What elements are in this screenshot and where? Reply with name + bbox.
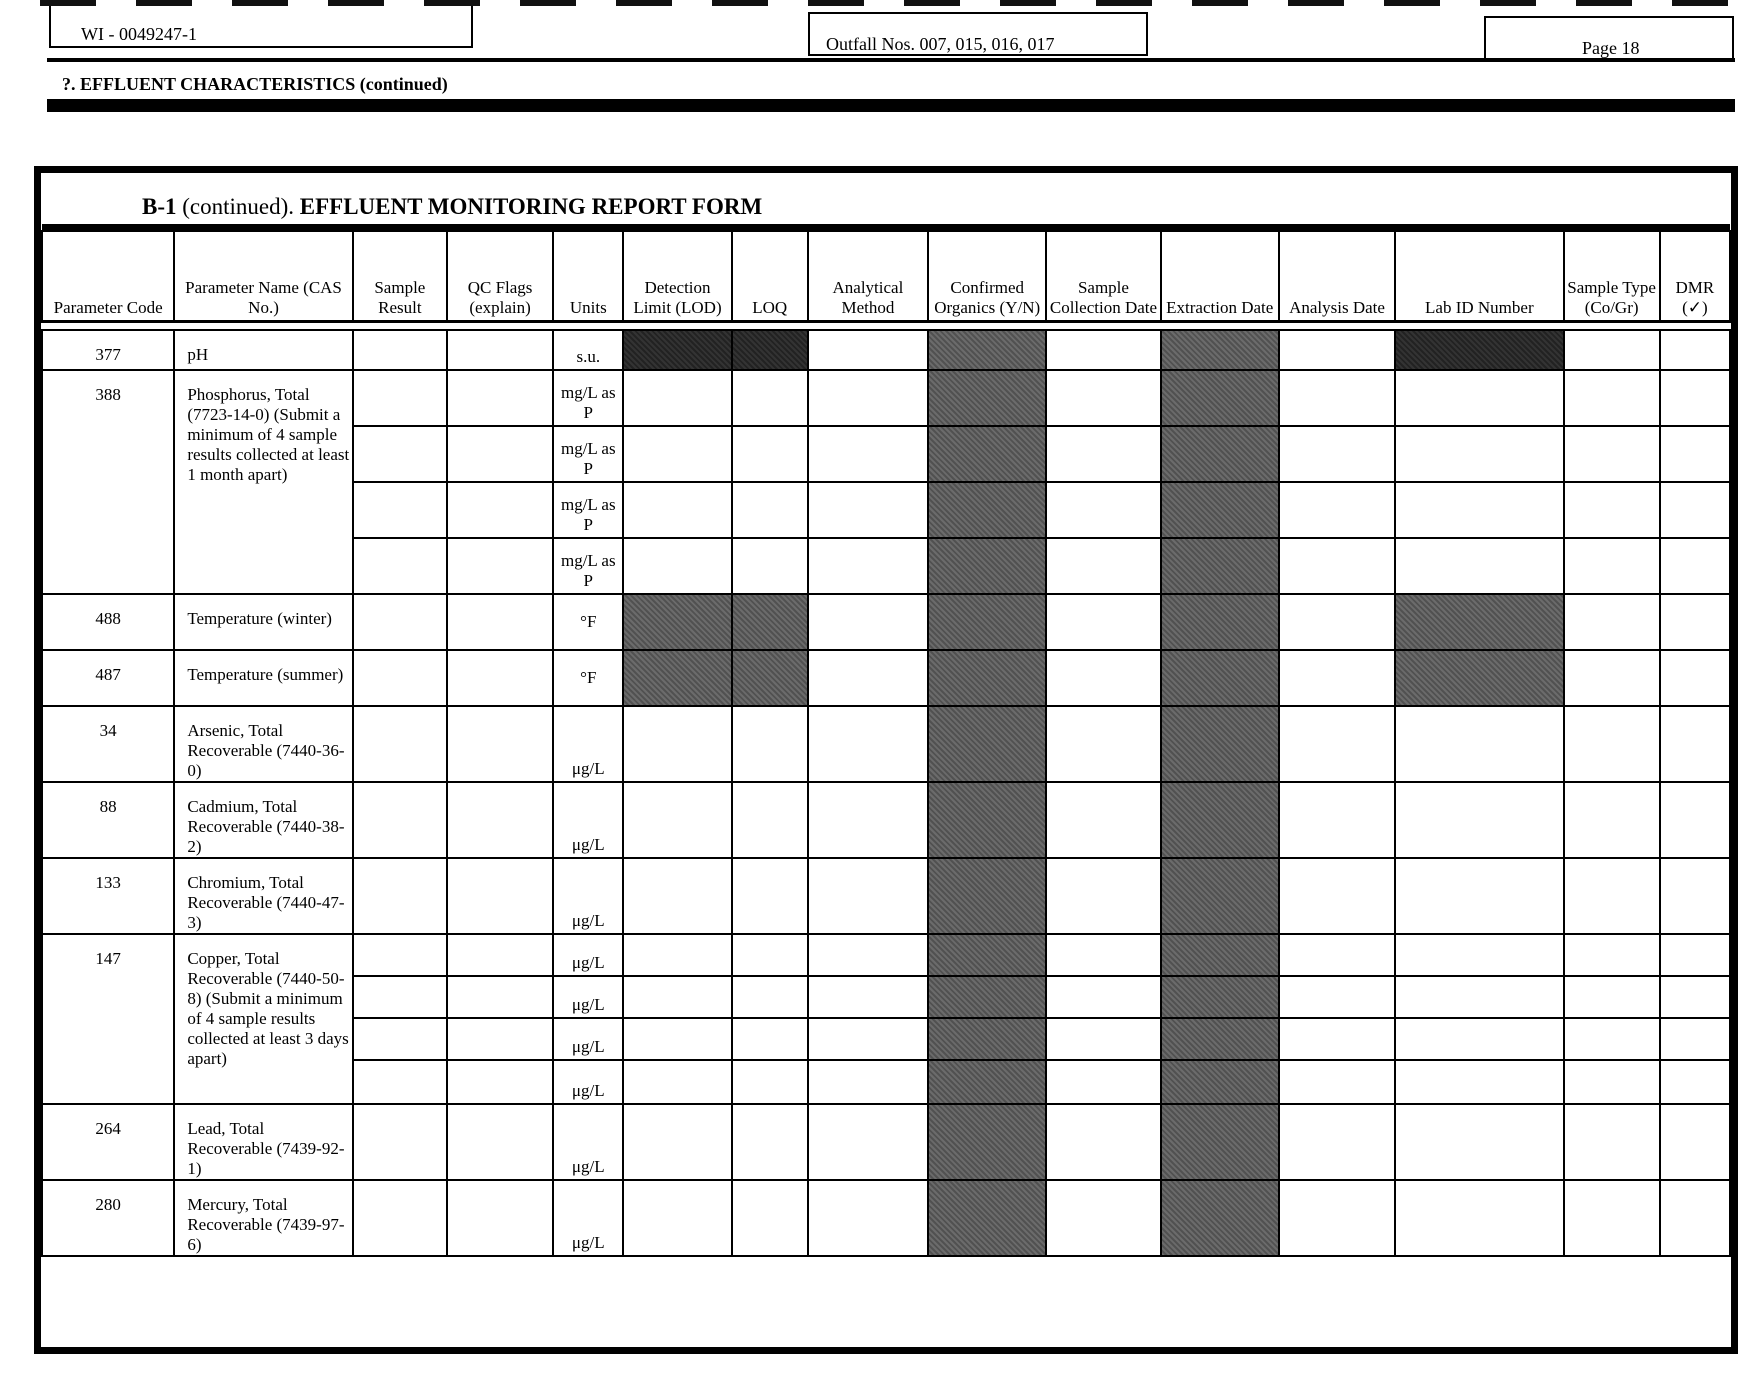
units-cell: s.u. [553, 330, 623, 370]
entry-cell-3[interactable] [447, 370, 553, 426]
entry-cell-9[interactable] [1046, 858, 1160, 934]
shaded-cell [1161, 330, 1279, 370]
entry-cell-7[interactable] [808, 370, 928, 426]
shaded-cell [928, 706, 1046, 782]
shaded-cell [928, 934, 1046, 976]
entry-cell-3[interactable] [447, 482, 553, 538]
entry-cell-9[interactable] [1046, 330, 1160, 370]
entry-cell-12[interactable] [1395, 538, 1563, 594]
entry-cell-11[interactable] [1279, 1104, 1395, 1180]
shaded-cell [928, 538, 1046, 594]
shaded-cell [928, 1104, 1046, 1180]
entry-cell-13[interactable] [1564, 706, 1660, 782]
entry-cell-12[interactable] [1395, 426, 1563, 482]
entry-cell-5[interactable] [623, 706, 731, 782]
entry-cell-2[interactable] [353, 650, 447, 706]
entry-cell-7[interactable] [808, 1180, 928, 1256]
shaded-cell [928, 594, 1046, 650]
shaded-cell [623, 594, 731, 650]
entry-cell-13[interactable] [1564, 330, 1660, 370]
entry-cell-5[interactable] [623, 538, 731, 594]
entry-cell-2[interactable] [353, 1180, 447, 1256]
entry-cell-7[interactable] [808, 426, 928, 482]
col-header-9: Sample Collection Date [1046, 231, 1160, 321]
parameter-code: 280 [42, 1180, 174, 1256]
entry-cell-14[interactable] [1660, 1060, 1730, 1104]
entry-cell-14[interactable] [1660, 1104, 1730, 1180]
entry-cell-7[interactable] [808, 482, 928, 538]
entry-cell-14[interactable] [1660, 370, 1730, 426]
parameter-name: Mercury, Total Recoverable (7439-97-6) [174, 1180, 352, 1256]
table-row [42, 650, 1730, 706]
units-cell: °F [553, 650, 623, 706]
table-row-sub [42, 370, 1730, 426]
entry-cell-14[interactable] [1660, 330, 1730, 370]
units-cell: mg/L as P [553, 426, 623, 482]
entry-cell-12[interactable] [1395, 934, 1563, 976]
shaded-cell [1161, 594, 1279, 650]
effluent-monitoring-table [41, 230, 1731, 1257]
parameter-code: 377 [42, 330, 174, 370]
entry-cell-6[interactable] [732, 538, 808, 594]
shaded-cell [928, 330, 1046, 370]
entry-cell-2[interactable] [353, 858, 447, 934]
parameter-name: Arsenic, Total Recoverable (7440-36-0) [174, 706, 352, 782]
entry-cell-7[interactable] [808, 1104, 928, 1180]
shaded-cell [1395, 330, 1563, 370]
shaded-cell [1161, 1104, 1279, 1180]
entry-cell-13[interactable] [1564, 1060, 1660, 1104]
entry-cell-5[interactable] [623, 482, 731, 538]
parameter-name: Cadmium, Total Recoverable (7440-38-2) [174, 782, 352, 858]
parameter-name: pH [174, 330, 352, 370]
entry-cell-9[interactable] [1046, 538, 1160, 594]
entry-cell-9[interactable] [1046, 370, 1160, 426]
entry-cell-6[interactable] [732, 370, 808, 426]
entry-cell-11[interactable] [1279, 330, 1395, 370]
entry-cell-13[interactable] [1564, 650, 1660, 706]
header-rule [47, 58, 1735, 62]
entry-cell-7[interactable] [808, 706, 928, 782]
col-header-11: Analysis Date [1279, 231, 1395, 321]
shaded-cell [1395, 650, 1563, 706]
entry-cell-3[interactable] [447, 976, 553, 1018]
permit-number-box [49, 6, 473, 48]
col-header-4: Units [553, 231, 623, 321]
parameter-code: 34 [42, 706, 174, 782]
entry-cell-12[interactable] [1395, 706, 1563, 782]
table-row-sub [42, 934, 1730, 976]
parameter-name: Phosphorus, Total (7723-14-0) (Submit a minimum of 4 sample results collected at least 1 month apart) [174, 370, 352, 594]
entry-cell-2[interactable] [353, 330, 447, 370]
shaded-cell [1161, 650, 1279, 706]
entry-cell-5[interactable] [623, 934, 731, 976]
shaded-cell [1395, 594, 1563, 650]
shaded-cell [928, 426, 1046, 482]
entry-cell-11[interactable] [1279, 976, 1395, 1018]
entry-cell-14[interactable] [1660, 1018, 1730, 1060]
entry-cell-6[interactable] [732, 706, 808, 782]
shaded-cell [928, 650, 1046, 706]
entry-cell-6[interactable] [732, 426, 808, 482]
shaded-cell [1161, 858, 1279, 934]
shaded-cell [623, 330, 731, 370]
entry-cell-5[interactable] [623, 1180, 731, 1256]
units-cell: μg/L [553, 976, 623, 1018]
shaded-cell [928, 858, 1046, 934]
entry-cell-14[interactable] [1660, 594, 1730, 650]
entry-cell-5[interactable] [623, 1018, 731, 1060]
entry-cell-3[interactable] [447, 426, 553, 482]
entry-cell-7[interactable] [808, 858, 928, 934]
parameter-name: Lead, Total Recoverable (7439-92-1) [174, 1104, 352, 1180]
entry-cell-3[interactable] [447, 934, 553, 976]
parameter-code: 488 [42, 594, 174, 650]
entry-cell-14[interactable] [1660, 706, 1730, 782]
entry-cell-6[interactable] [732, 858, 808, 934]
col-header-12: Lab ID Number [1395, 231, 1563, 321]
col-header-13: Sample Type (Co/Gr) [1564, 231, 1660, 321]
entry-cell-12[interactable] [1395, 1104, 1563, 1180]
entry-cell-9[interactable] [1046, 482, 1160, 538]
parameter-name: Chromium, Total Recoverable (7440-47-3) [174, 858, 352, 934]
units-cell: μg/L [553, 1018, 623, 1060]
entry-cell-2[interactable] [353, 370, 447, 426]
form-title-mid: (continued). [176, 194, 300, 219]
shaded-cell [928, 370, 1046, 426]
entry-cell-7[interactable] [808, 1018, 928, 1060]
col-header-0: Parameter Code [42, 231, 174, 321]
entry-cell-14[interactable] [1660, 1180, 1730, 1256]
shaded-cell [1161, 482, 1279, 538]
entry-cell-9[interactable] [1046, 782, 1160, 858]
entry-cell-9[interactable] [1046, 934, 1160, 976]
parameter-name: Temperature (winter) [174, 594, 352, 650]
entry-cell-2[interactable] [353, 706, 447, 782]
entry-cell-13[interactable] [1564, 594, 1660, 650]
entry-cell-13[interactable] [1564, 1180, 1660, 1256]
entry-cell-14[interactable] [1660, 650, 1730, 706]
shaded-cell [1161, 976, 1279, 1018]
entry-cell-12[interactable] [1395, 858, 1563, 934]
entry-cell-7[interactable] [808, 650, 928, 706]
entry-cell-9[interactable] [1046, 1018, 1160, 1060]
entry-cell-11[interactable] [1279, 594, 1395, 650]
units-cell: mg/L as P [553, 370, 623, 426]
entry-cell-5[interactable] [623, 1060, 731, 1104]
parameter-name: Copper, Total Recoverable (7440-50-8) (Submit a minimum of 4 sample results collected at least 3 days apart) [174, 934, 352, 1104]
table-row [42, 782, 1730, 858]
parameter-code: 487 [42, 650, 174, 706]
entry-cell-13[interactable] [1564, 934, 1660, 976]
entry-cell-2[interactable] [353, 426, 447, 482]
shaded-cell [928, 976, 1046, 1018]
entry-cell-6[interactable] [732, 782, 808, 858]
parameter-code: 264 [42, 1104, 174, 1180]
shaded-cell [1161, 426, 1279, 482]
entry-cell-11[interactable] [1279, 706, 1395, 782]
entry-cell-11[interactable] [1279, 782, 1395, 858]
entry-cell-2[interactable] [353, 782, 447, 858]
entry-cell-5[interactable] [623, 976, 731, 1018]
entry-cell-3[interactable] [447, 1104, 553, 1180]
entry-cell-13[interactable] [1564, 370, 1660, 426]
header-gap-row [42, 321, 1730, 330]
entry-cell-7[interactable] [808, 1060, 928, 1104]
entry-cell-11[interactable] [1279, 934, 1395, 976]
shaded-cell [732, 330, 808, 370]
form-title [142, 194, 762, 220]
entry-cell-5[interactable] [623, 426, 731, 482]
table-row [42, 594, 1730, 650]
shaded-cell [1161, 1180, 1279, 1256]
shaded-cell [1161, 1060, 1279, 1104]
entry-cell-9[interactable] [1046, 706, 1160, 782]
col-header-2: Sample Result [353, 231, 447, 321]
entry-cell-11[interactable] [1279, 426, 1395, 482]
entry-cell-11[interactable] [1279, 482, 1395, 538]
entry-cell-9[interactable] [1046, 1180, 1160, 1256]
shaded-cell [732, 650, 808, 706]
entry-cell-13[interactable] [1564, 1104, 1660, 1180]
entry-cell-9[interactable] [1046, 976, 1160, 1018]
units-cell: mg/L as P [553, 482, 623, 538]
entry-cell-3[interactable] [447, 858, 553, 934]
col-header-1: Parameter Name (CAS No.) [174, 231, 352, 321]
entry-cell-5[interactable] [623, 782, 731, 858]
entry-cell-14[interactable] [1660, 782, 1730, 858]
entry-cell-3[interactable] [447, 538, 553, 594]
entry-cell-14[interactable] [1660, 426, 1730, 482]
form-title-prefix: B-1 [142, 194, 177, 219]
entry-cell-7[interactable] [808, 538, 928, 594]
entry-cell-13[interactable] [1564, 538, 1660, 594]
entry-cell-11[interactable] [1279, 1180, 1395, 1256]
shaded-cell [1161, 1018, 1279, 1060]
entry-cell-3[interactable] [447, 782, 553, 858]
entry-cell-3[interactable] [447, 650, 553, 706]
units-cell: μg/L [553, 782, 623, 858]
entry-cell-6[interactable] [732, 976, 808, 1018]
col-header-6: LOQ [732, 231, 808, 321]
entry-cell-11[interactable] [1279, 1018, 1395, 1060]
entry-cell-13[interactable] [1564, 426, 1660, 482]
entry-cell-3[interactable] [447, 330, 553, 370]
shaded-cell [1161, 538, 1279, 594]
entry-cell-5[interactable] [623, 370, 731, 426]
section-rule [47, 99, 1735, 112]
outfall-box [808, 12, 1148, 56]
entry-cell-2[interactable] [353, 976, 447, 1018]
shaded-cell [928, 482, 1046, 538]
entry-cell-14[interactable] [1660, 934, 1730, 976]
entry-cell-11[interactable] [1279, 1060, 1395, 1104]
entry-cell-7[interactable] [808, 782, 928, 858]
entry-cell-2[interactable] [353, 1060, 447, 1104]
entry-cell-12[interactable] [1395, 1180, 1563, 1256]
entry-cell-6[interactable] [732, 1180, 808, 1256]
entry-cell-9[interactable] [1046, 426, 1160, 482]
shaded-cell [1161, 370, 1279, 426]
entry-cell-7[interactable] [808, 594, 928, 650]
units-cell: μg/L [553, 1060, 623, 1104]
units-cell: mg/L as P [553, 538, 623, 594]
entry-cell-6[interactable] [732, 1018, 808, 1060]
entry-cell-3[interactable] [447, 1060, 553, 1104]
entry-cell-6[interactable] [732, 482, 808, 538]
entry-cell-12[interactable] [1395, 482, 1563, 538]
shaded-cell [1161, 782, 1279, 858]
entry-cell-2[interactable] [353, 1018, 447, 1060]
entry-cell-7[interactable] [808, 976, 928, 1018]
col-header-7: Analytical Method [808, 231, 928, 321]
entry-cell-2[interactable] [353, 482, 447, 538]
entry-cell-6[interactable] [732, 934, 808, 976]
entry-cell-12[interactable] [1395, 370, 1563, 426]
units-cell: μg/L [553, 706, 623, 782]
entry-cell-11[interactable] [1279, 650, 1395, 706]
shaded-cell [732, 594, 808, 650]
parameter-code: 147 [42, 934, 174, 1104]
shaded-cell [928, 1060, 1046, 1104]
entry-cell-2[interactable] [353, 934, 447, 976]
parameter-code: 88 [42, 782, 174, 858]
entry-cell-12[interactable] [1395, 1018, 1563, 1060]
entry-cell-2[interactable] [353, 1104, 447, 1180]
entry-cell-14[interactable] [1660, 482, 1730, 538]
entry-cell-7[interactable] [808, 330, 928, 370]
entry-cell-3[interactable] [447, 706, 553, 782]
parameter-code: 388 [42, 370, 174, 594]
entry-cell-9[interactable] [1046, 650, 1160, 706]
entry-cell-11[interactable] [1279, 538, 1395, 594]
form-title-suffix: EFFLUENT MONITORING REPORT FORM [299, 194, 763, 219]
shaded-cell [623, 650, 731, 706]
table-row [42, 1180, 1730, 1256]
entry-cell-6[interactable] [732, 1060, 808, 1104]
entry-cell-13[interactable] [1564, 1018, 1660, 1060]
entry-cell-13[interactable] [1564, 782, 1660, 858]
permit-number: WI - 0049247-1 [81, 24, 197, 44]
entry-cell-2[interactable] [353, 594, 447, 650]
shaded-cell [1161, 934, 1279, 976]
entry-cell-9[interactable] [1046, 594, 1160, 650]
entry-cell-5[interactable] [623, 1104, 731, 1180]
table-row [42, 330, 1730, 370]
header-row [42, 231, 1730, 321]
col-header-8: Confirmed Organics (Y/N) [928, 231, 1046, 321]
units-cell: °F [553, 594, 623, 650]
col-header-3: QC Flags (explain) [447, 231, 553, 321]
entry-cell-9[interactable] [1046, 1104, 1160, 1180]
entry-cell-5[interactable] [623, 858, 731, 934]
entry-cell-14[interactable] [1660, 858, 1730, 934]
shaded-cell [1161, 706, 1279, 782]
entry-cell-2[interactable] [353, 538, 447, 594]
entry-cell-13[interactable] [1564, 976, 1660, 1018]
col-header-10: Extraction Date [1161, 231, 1279, 321]
shaded-cell [928, 1018, 1046, 1060]
shaded-cell [928, 782, 1046, 858]
entry-cell-14[interactable] [1660, 976, 1730, 1018]
units-cell: μg/L [553, 934, 623, 976]
parameter-name: Temperature (summer) [174, 650, 352, 706]
entry-cell-13[interactable] [1564, 858, 1660, 934]
page-number: Page 18 [1582, 38, 1640, 58]
entry-cell-13[interactable] [1564, 482, 1660, 538]
section-title: ?. EFFLUENT CHARACTERISTICS (continued) [62, 74, 448, 94]
shaded-cell [928, 1180, 1046, 1256]
entry-cell-11[interactable] [1279, 858, 1395, 934]
units-cell: μg/L [553, 1104, 623, 1180]
table-row [42, 1104, 1730, 1180]
entry-cell-11[interactable] [1279, 370, 1395, 426]
entry-cell-9[interactable] [1046, 1060, 1160, 1104]
entry-cell-6[interactable] [732, 1104, 808, 1180]
entry-cell-12[interactable] [1395, 782, 1563, 858]
table-row [42, 706, 1730, 782]
entry-cell-12[interactable] [1395, 976, 1563, 1018]
entry-cell-7[interactable] [808, 934, 928, 976]
outfall-numbers: Outfall Nos. 007, 015, 016, 017 [826, 34, 1055, 54]
table-row [42, 858, 1730, 934]
col-header-14: DMR (✓) [1660, 231, 1730, 321]
entry-cell-14[interactable] [1660, 538, 1730, 594]
entry-cell-12[interactable] [1395, 1060, 1563, 1104]
entry-cell-3[interactable] [447, 594, 553, 650]
units-cell: μg/L [553, 858, 623, 934]
units-cell: μg/L [553, 1180, 623, 1256]
form-title-bar [42, 174, 1730, 230]
entry-cell-3[interactable] [447, 1180, 553, 1256]
parameter-code: 133 [42, 858, 174, 934]
page-number-box [1484, 16, 1734, 60]
entry-cell-3[interactable] [447, 1018, 553, 1060]
col-header-5: Detection Limit (LOD) [623, 231, 731, 321]
